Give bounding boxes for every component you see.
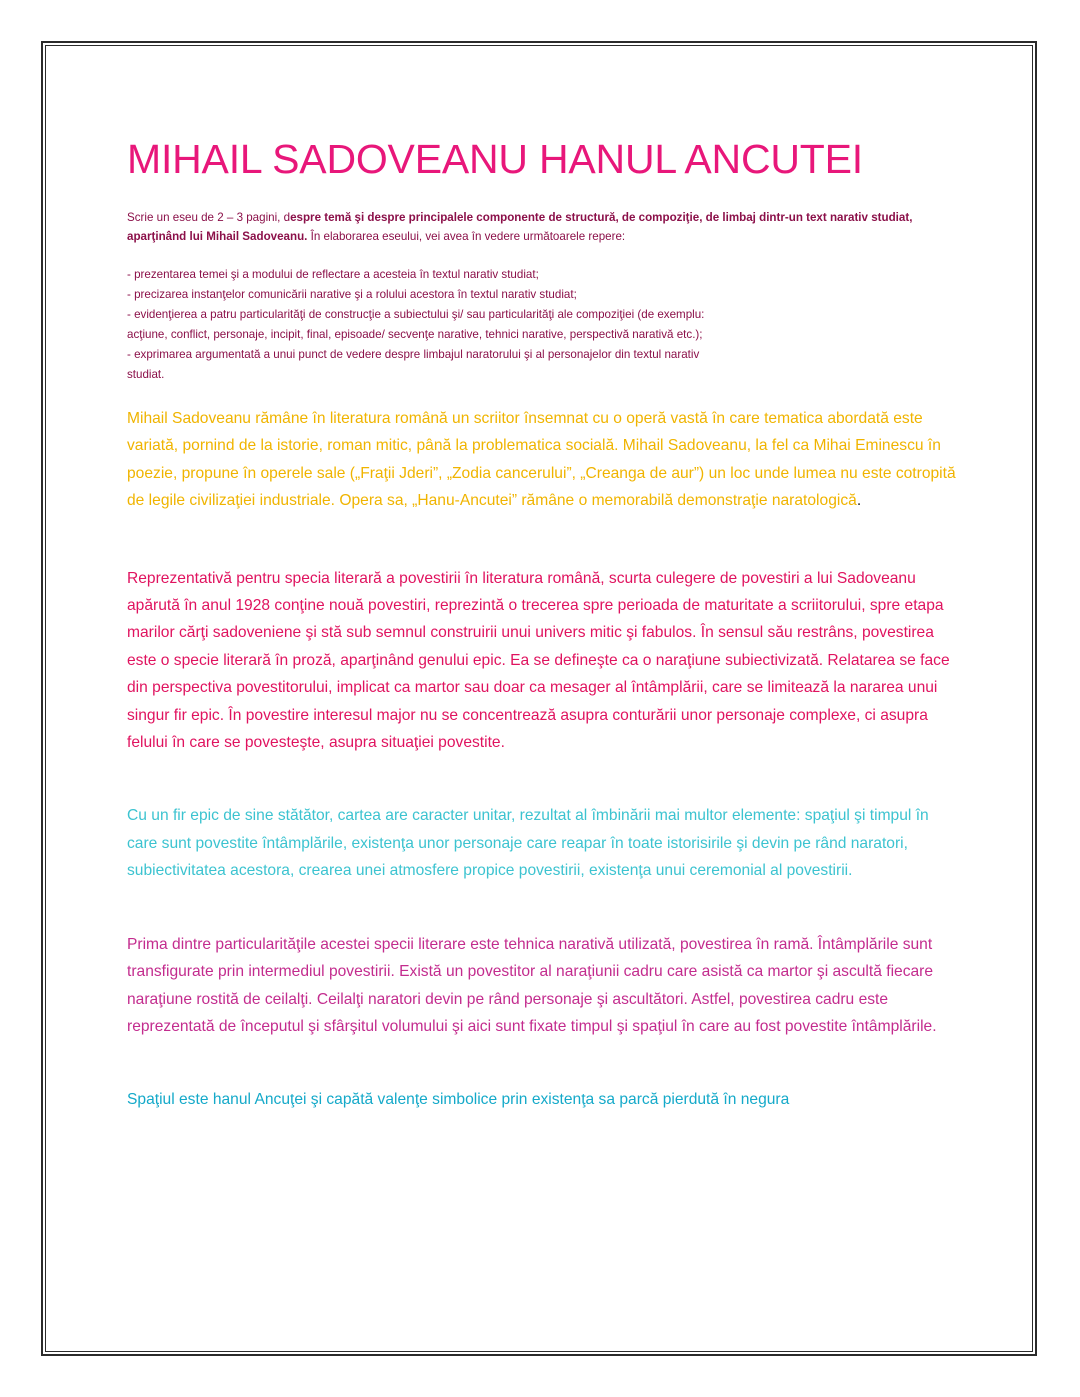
document-content — [127, 132, 957, 1114]
prompt-requirement: - prezentarea temei şi a modului de reflectare a acesteia în textul narativ studiat; — [127, 268, 539, 281]
paragraph-intro-text: Mihail Sadoveanu rămâne în literatura română un scriitor însemnat cu o operă vastă în care tematica abordată este variată, pornind de la istorie, roman mitic, până la problematica socială. Mihail Sadoveanu, la fel ca Mihai Eminescu în poezie, propune în operele sale („Fraţii Jderi”, „Zodia cancerului”, „Creanga de aur”) un loc unde lumea nu este cotropită de legile civilizaţiei industriale. Opera sa, „Hanu-Ancutei” rămâne o memorabilă demonstraţie naratologică — [127, 410, 956, 510]
paragraph-frame-narrative: Prima dintre particularităţile acestei specii literare este tehnica narativă utilizată, povestirea în ramă. Întâmplările sunt transfigurate prin intermediul povestirii. Există un povestitor al naraţiunii cadru care asistă ca martor şi ascultă fiecare naraţiune rostită de ceilalţi. Ceilalţi naratori devin pe rând personaje şi ascultători. Astfel, povestirea cadru este reprezentată de începutul şi sfârşitul volumului şi aici sunt fixate timpul şi spaţiul în care au fost povestite întâmplările. — [127, 935, 937, 1035]
prompt-requirement: - evidenţierea a patru particularităţi de construcţie a subiectului şi/ sau particularităţi ale compoziţiei (de exemplu: acţiune, conflict, personaje, incipit, final, episoade/ secvenţe narative, tehnici narative, perspectivă narativă etc.); — [127, 308, 705, 341]
paragraph-intro — [127, 405, 957, 515]
prompt-requirements-list — [127, 265, 727, 385]
paragraph-space: Spaţiul este hanul Ancuţei şi capătă valenţe simbolice prin existenţa sa parcă pierdută în negura — [127, 1091, 790, 1109]
prompt-requirement: - exprimarea argumentată a unui punct de vedere despre limbajul naratorului şi al personajelor din textul narativ studiat. — [127, 348, 700, 381]
prompt-tail: În elaborarea eseului, vei avea în vedere următoarele repere: — [307, 230, 626, 243]
prompt-bold: espre temă şi despre principalele componente de structură, de compoziţie, de limbaj dintr-un text narativ studiat, aparţinând lui Mihail Sadoveanu. — [127, 211, 913, 243]
paragraph-intro-end: . — [856, 492, 862, 510]
prompt-lead: Scrie un eseu de 2 – 3 pagini, d — [127, 211, 291, 224]
prompt-requirement: - precizarea instanţelor comunicării narative şi a rolului acestora în textul narativ studiat; — [127, 288, 577, 301]
paragraph-species: Reprezentativă pentru specia literară a povestirii în literatura română, scurta culegere de povestiri a lui Sadoveanu apărută în anul 1928 conţine nouă povestiri, reprezintă o trecerea spre perioada de maturitate a scriitorului, spre etapa marilor cărţi sadoveniene şi stă sub semnul construirii unui univers mitic şi fabulos. În sensul său restrâns, povestirea este o specie literară în proză, aparţinând genului epic. Ea se defineşte ca o naraţiune subiectivizată. Relatarea se face din perspectiva povestitorului, implicat ca martor sau doar ca mesager al întâmplării, care se limitează la nararea unui singur fir epic. În povestire interesul major nu se concentrează asupra conturării unor personaje complexe, ci asupra felului în care se povesteşte, asupra situaţiei povestite. — [127, 569, 950, 752]
essay-prompt — [127, 208, 957, 246]
paragraph-unity: Cu un fir epic de sine stătător, cartea are caracter unitar, rezultat al îmbinării mai multor elemente: spaţiul şi timpul în care sunt povestite întâmplările, existenţa unor personaje care reapar în toate istorisirile şi devin pe rând naratori, subiectivitatea acestora, crearea unei atmosfere propice povestirii, existenţa unui ceremonial al povestirii. — [127, 807, 929, 880]
document-title: MIHAIL SADOVEANU HANUL ANCUTEI — [127, 136, 863, 182]
